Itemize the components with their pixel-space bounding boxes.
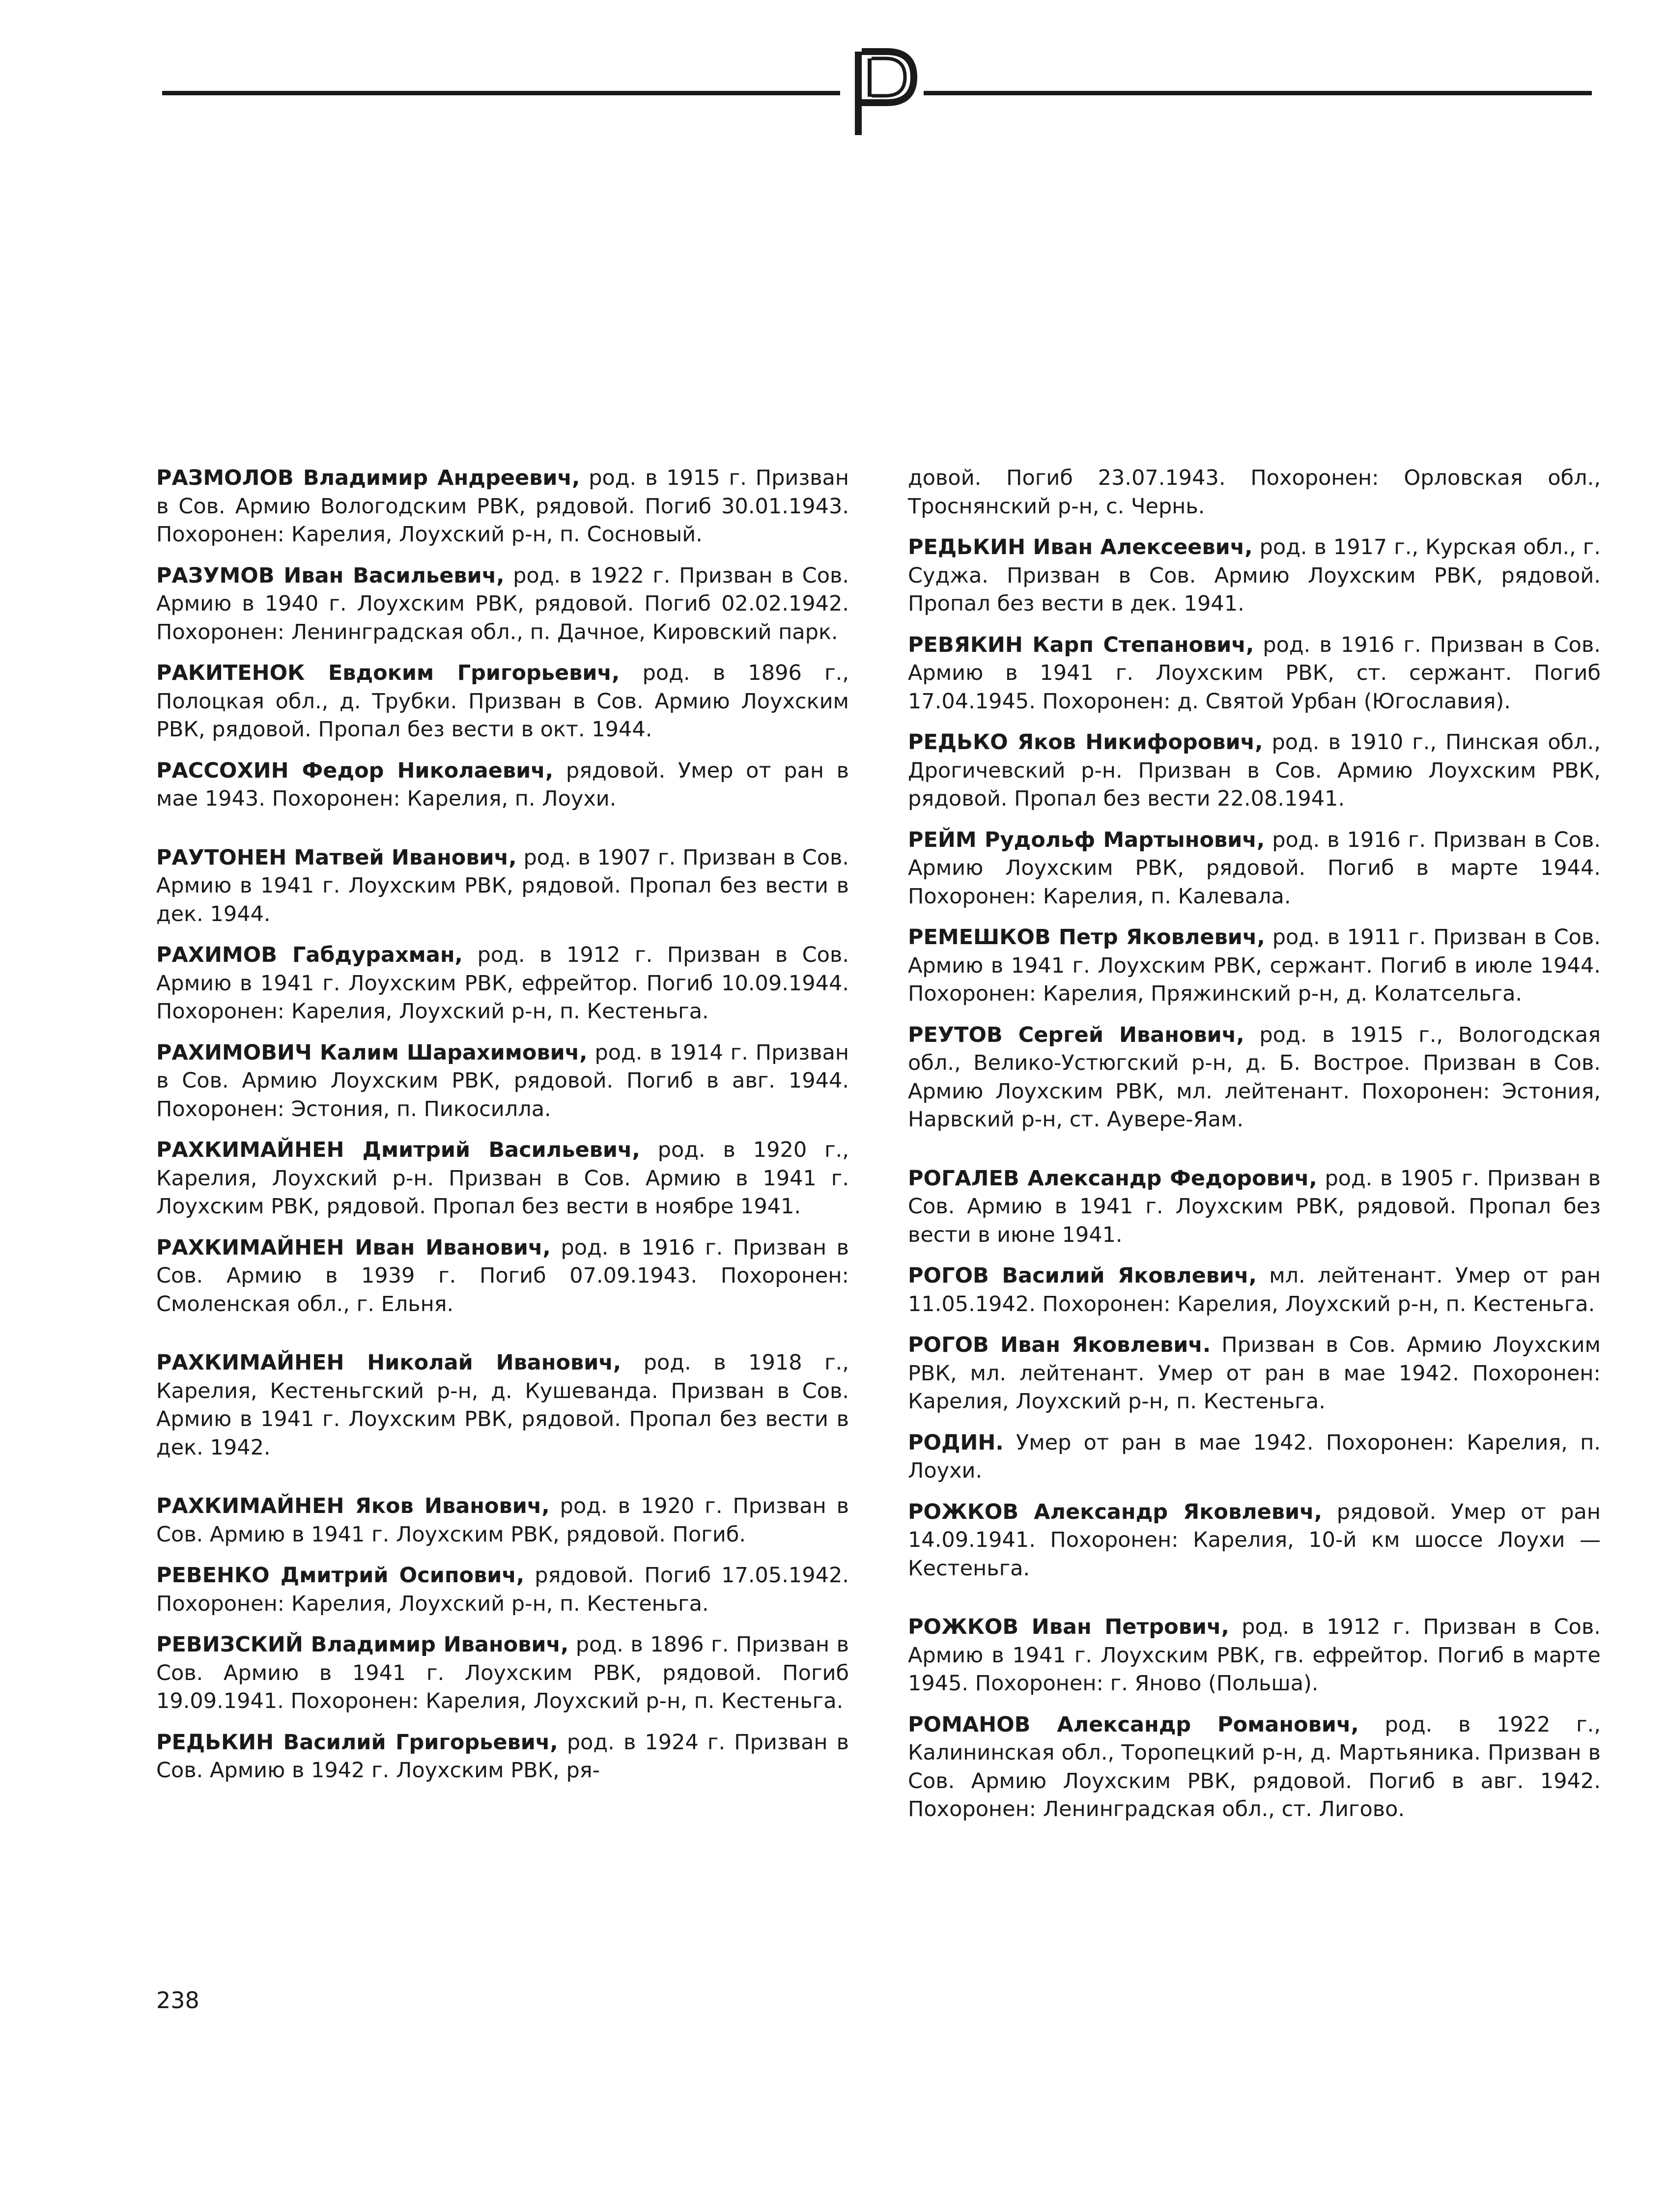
- entry-name: РЕДЬКИН Василий Григорьевич,: [156, 1730, 558, 1755]
- right-column: [908, 464, 1601, 1837]
- entry: [908, 1021, 1601, 1134]
- entry-name: РЕЙМ Рудольф Мартынович,: [908, 827, 1265, 852]
- entry: [908, 631, 1601, 716]
- entry: [908, 533, 1601, 618]
- entry-name: РЕДЬКИН Иван Алексеевич,: [908, 535, 1253, 560]
- entry: [156, 844, 849, 929]
- entry-name: РАССОХИН Федор Николаевич,: [156, 758, 554, 783]
- entry: [156, 659, 849, 744]
- entry-name: РАЗМОЛОВ Владимир Андреевич,: [156, 466, 580, 490]
- entry-text: род. в 1910 г., Пинская обл., Дрогичевский р-н. Призван в Сов. Армию Лоухским РВК, рядовой. Пропал без вести 22.08.1941.: [908, 730, 1601, 811]
- entry-name: РОГОВ Иван Яковлевич.: [908, 1333, 1211, 1357]
- header-rule-left: [162, 91, 840, 95]
- entry-name: РЕВЯКИН Карп Степанович,: [908, 632, 1254, 657]
- entry-text: род. в 1914 г. Призван в Сов. Армию Лоухским РВК, рядовой. Погиб в авг. 1944. Похоронен: Эстония, п. Пикосилла.: [156, 1040, 849, 1121]
- entry: [908, 826, 1601, 911]
- entry: [156, 1492, 849, 1549]
- entry-name: РАКИТЕНОК Евдоким Григорьевич,: [156, 661, 620, 685]
- header-rule-right: [924, 91, 1592, 95]
- entry-text: рядовой. Умер от ран в мае 1943. Похоронен: Карелия, п. Лоухи.: [156, 758, 849, 811]
- entry-name: РАХКИМАЙНЕН Иван Иванович,: [156, 1235, 551, 1260]
- entry-text: род. в 1920 г., Карелия, Лоухский р-н. Призван в Сов. Армию в 1941 г. Лоухским РВК, рядовой. Пропал без вести в ноябре 1941.: [156, 1138, 849, 1219]
- entry-text: род. в 1916 г. Призван в Сов. Армию Лоухским РВК, рядовой. Погиб в марте 1944. Похоронен: Карелия, п. Калевала.: [908, 827, 1601, 909]
- entry: [156, 1136, 849, 1221]
- entry-name: РОМАНОВ Александр Романович,: [908, 1712, 1359, 1737]
- entry-name: РАХКИМАЙНЕН Дмитрий Васильевич,: [156, 1138, 640, 1162]
- entry-name: РОЖКОВ Иван Петрович,: [908, 1615, 1229, 1639]
- entry: [156, 1039, 849, 1124]
- entry: [156, 1234, 849, 1319]
- entry-name: РОГОВ Василий Яковлевич,: [908, 1263, 1257, 1288]
- entry: [908, 728, 1601, 813]
- entry: [908, 464, 1601, 521]
- entry: [156, 1729, 849, 1785]
- entry-name: РАХКИМАЙНЕН Николай Иванович,: [156, 1350, 621, 1375]
- entry-name: РЕДЬКО Яков Никифорович,: [908, 730, 1263, 755]
- entry-text: род. в 1918 г., Карелия, Кестеньгский р-н, д. Кушеванда. Призван в Сов. Армию в 1941 г. Лоухским РВК, рядовой. Пропал без вести в дек. 1942.: [156, 1350, 849, 1460]
- entry-name: РАХИМОВИЧ Калим Шарахимович,: [156, 1040, 588, 1065]
- entry-name: РОЖКОВ Александр Яковлевич,: [908, 1499, 1323, 1524]
- entry-text: род. в 1924 г. Призван в Сов. Армию в 1942 г. Лоухским РВК, ря-: [156, 1730, 849, 1783]
- entry: [908, 1165, 1601, 1250]
- entry-text: род. в 1907 г. Призван в Сов. Армию в 1941 г. Лоухским РВК, рядовой. Пропал без вести в дек. 1944.: [156, 845, 849, 926]
- entry-name: РЕМЕШКОВ Петр Яковлевич,: [908, 925, 1265, 950]
- entry-name: РЕВЕНКО Дмитрий Осипович,: [156, 1563, 525, 1588]
- entry: [908, 924, 1601, 1008]
- entry: [908, 1331, 1601, 1416]
- entry-text: род. в 1916 г. Призван в Сов. Армию в 1939 г. Погиб 07.09.1943. Похоронен: Смоленская обл., г. Ельня.: [156, 1235, 849, 1316]
- entry-text: род. в 1912 г. Призван в Сов. Армию в 1941 г. Лоухским РВК, гв. ефрейтор. Погиб в марте 1945. Похоронен: г. Яново (Польша).: [908, 1615, 1601, 1696]
- entry-text: род. в 1896 г. Призван в Сов. Армию в 1941 г. Лоухским РВК, рядовой. Погиб 19.09.1941. Похоронен: Карелия, Лоухский р-н, п. Кестеньга.: [156, 1632, 849, 1713]
- entry: [908, 1429, 1601, 1485]
- entry: [908, 1613, 1601, 1698]
- entry-text: род. в 1912 г. Призван в Сов. Армию в 1941 г. Лоухским РВК, ефрейтор. Погиб 10.09.1944. Похоронен: Карелия, Лоухский р-н, п. Кестеньга.: [156, 943, 849, 1024]
- entry-text: довой. Погиб 23.07.1943. Похоронен: Орловская обл., Троснянский р-н, с. Чернь.: [908, 466, 1601, 519]
- entry-text: род. в 1915 г., Вологодская обл., Велико-Устюгский р-н, д. Б. Вострое. Призван в Сов. Армию Лоухским РВК, мл. лейтенант. Похоронен: Эстония, Нарвский р-н, ст. Аувере-Яам.: [908, 1022, 1601, 1132]
- entry: [156, 464, 849, 549]
- entry-text: рядовой. Умер от ран 14.09.1941. Похоронен: Карелия, 10-й км шоссе Лоухи — Кестеньга.: [908, 1499, 1601, 1581]
- entry: [908, 1262, 1601, 1318]
- entry-text: род. в 1916 г. Призван в Сов. Армию в 1941 г. Лоухским РВК, ст. сержант. Погиб 17.04.1945. Похоронен: д. Святой Урбан (Югославия).: [908, 632, 1601, 714]
- entry-name: РАХИМОВ Габдурахман,: [156, 943, 463, 967]
- entry-text: род. в 1917 г., Курская обл., г. Суджа. Призван в Сов. Армию Лоухским РВК, рядовой. Пропал без вести в дек. 1941.: [908, 535, 1601, 616]
- entry: [156, 941, 849, 1026]
- entry: [156, 562, 849, 647]
- entry-text: мл. лейтенант. Умер от ран 11.05.1942. Похоронен: Карелия, Лоухский р-н, п. Кестеньга.: [908, 1263, 1601, 1316]
- entry-name: РАЗУМОВ Иван Васильевич,: [156, 563, 505, 588]
- page-number: 238: [156, 1987, 199, 2014]
- entry-text: Призван в Сов. Армию Лоухским РВК, мл. лейтенант. Умер от ран в мае 1942. Похоронен: Карелия, Лоухский р-н, п. Кестеньга.: [908, 1333, 1601, 1414]
- entry: [908, 1711, 1601, 1824]
- left-column: [156, 464, 849, 1798]
- entry-text: род. в 1911 г. Призван в Сов. Армию в 1941 г. Лоухским РВК, сержант. Погиб в июле 1944. Похоронен: Карелия, Пряжинский р-н, д. Колатсельга.: [908, 925, 1601, 1006]
- entry-name: РЕВИЗСКИЙ Владимир Иванович,: [156, 1632, 569, 1657]
- entry-text: род. в 1896 г., Полоцкая обл., д. Трубки. Призван в Сов. Армию Лоухским РВК, рядовой. Пропал без вести в окт. 1944.: [156, 661, 849, 742]
- entry: [156, 1562, 849, 1618]
- entry-name: РОГАЛЕВ Александр Федорович,: [908, 1166, 1317, 1191]
- entry-text: род. в 1922 г. Призван в Сов. Армию в 1940 г. Лоухским РВК, рядовой. Погиб 02.02.1942. Похоронен: Ленинградская обл., п. Дачное, Кировский парк.: [156, 563, 849, 644]
- entry: [156, 757, 849, 813]
- entry-text: род. в 1920 г. Призван в Сов. Армию в 1941 г. Лоухским РВК, рядовой. Погиб.: [156, 1494, 849, 1547]
- entry: [156, 1631, 849, 1716]
- entry-name: РАУТОНЕН Матвей Иванович,: [156, 845, 517, 870]
- entry: [156, 1349, 849, 1462]
- section-letter-glyph: [840, 47, 924, 140]
- entry: [908, 1498, 1601, 1583]
- section-letter-ornament: [840, 47, 924, 140]
- entry-name: РАХКИМАЙНЕН Яков Иванович,: [156, 1494, 550, 1518]
- entry-text: рядовой. Погиб 17.05.1942. Похоронен: Карелия, Лоухский р-н, п. Кестеньга.: [156, 1563, 849, 1616]
- entry-text: род. в 1922 г., Калининская обл., Торопецкий р-н, д. Мартьяника. Призван в Сов. Армию Лоухским РВК, рядовой. Погиб в авг. 1942. Похоронен: Ленинградская обл., ст. Лигово.: [908, 1712, 1601, 1821]
- entry-text: род. в 1905 г. Призван в Сов. Армию в 1941 г. Лоухским РВК, рядовой. Пропал без вести в июне 1941.: [908, 1166, 1601, 1247]
- entry-text: род. в 1915 г. Призван в Сов. Армию Вологодским РВК, рядовой. Погиб 30.01.1943. Похоронен: Карелия, Лоухский р-н, п. Сосновый.: [156, 466, 849, 547]
- entry-name: РОДИН.: [908, 1430, 1004, 1455]
- entry-text: Умер от ран в мае 1942. Похоронен: Карелия, п. Лоухи.: [908, 1430, 1601, 1483]
- entry-name: РЕУТОВ Сергей Иванович,: [908, 1022, 1244, 1047]
